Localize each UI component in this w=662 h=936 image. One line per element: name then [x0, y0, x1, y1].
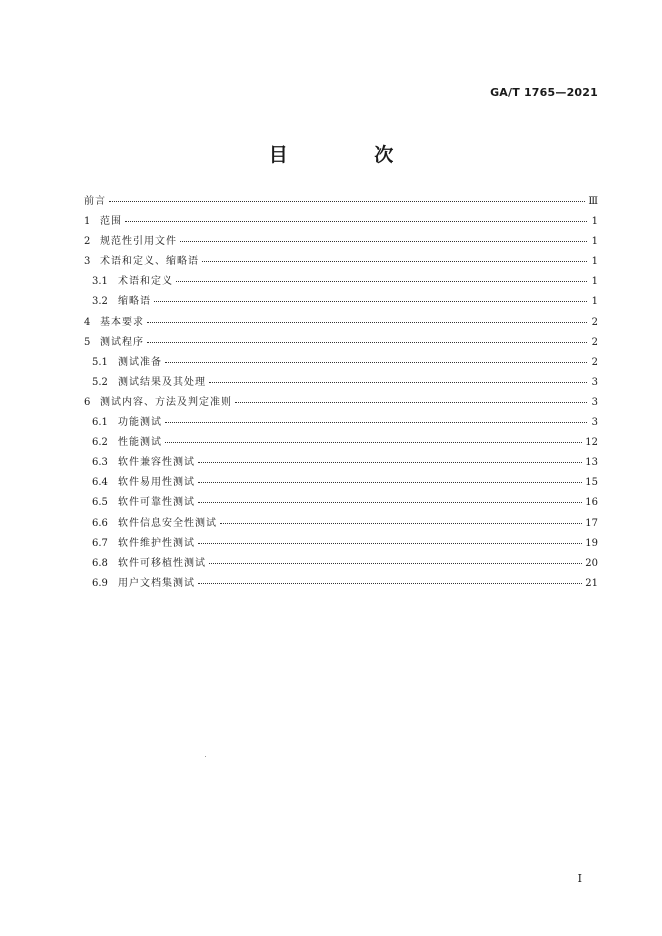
toc-entry-number: 5.1	[92, 356, 108, 368]
toc-entry-page: 1	[591, 216, 598, 228]
toc-entry[interactable]	[84, 377, 598, 397]
toc-dot-leader	[180, 241, 587, 242]
toc-dot-leader	[198, 482, 582, 483]
toc-entry[interactable]	[84, 317, 598, 337]
toc-dot-leader	[165, 362, 587, 363]
toc-entry[interactable]	[84, 196, 598, 216]
toc-entry-page: 16	[585, 497, 598, 509]
toc-dot-leader	[154, 301, 587, 302]
toc-dot-leader	[198, 462, 582, 463]
toc-entry-label: 术语和定义、缩略语	[100, 256, 199, 268]
toc-entry-page: 13	[585, 457, 598, 469]
page-number: I	[577, 872, 582, 885]
toc-entry-page: 1	[591, 276, 598, 288]
toc-entry-page: 3	[591, 417, 598, 429]
toc-dot-leader	[165, 442, 582, 443]
toc-entry-number: 6.5	[92, 497, 108, 509]
toc-entry[interactable]	[84, 276, 598, 296]
toc-entry-label: 前言	[84, 196, 106, 207]
toc-dot-leader	[198, 583, 582, 584]
toc-entry-page: 1	[591, 236, 598, 248]
toc-entry-label: 缩略语	[118, 296, 151, 308]
toc-entry[interactable]	[84, 437, 598, 457]
toc-dot-leader	[202, 261, 587, 262]
toc-entry-number: 4	[84, 316, 91, 328]
toc-entry-label: 软件兼容性测试	[118, 457, 195, 469]
toc-dot-leader	[125, 221, 587, 222]
toc-dot-leader	[220, 523, 582, 524]
toc-entry-label: 性能测试	[118, 437, 162, 449]
toc-entry-label: 基本要求	[100, 316, 144, 328]
toc-entry[interactable]	[84, 578, 598, 598]
toc-entry-number: 1	[84, 216, 91, 228]
table-of-contents	[84, 196, 598, 598]
toc-entry[interactable]	[84, 457, 598, 477]
toc-dot-leader	[209, 382, 587, 383]
toc-entry-label: 软件维护性测试	[118, 537, 195, 549]
toc-entry-label: 测试内容、方法及判定准则	[100, 396, 232, 408]
toc-entry-page: 15	[585, 477, 598, 489]
toc-entry[interactable]	[84, 256, 598, 276]
toc-entry-page: 1	[591, 296, 598, 308]
toc-entry-label: 软件可移植性测试	[118, 557, 206, 569]
toc-dot-leader	[198, 543, 582, 544]
toc-entry[interactable]	[84, 397, 598, 417]
toc-entry-number: 5	[84, 336, 91, 348]
toc-entry-number: 2	[84, 236, 91, 248]
toc-dot-leader	[165, 422, 587, 423]
toc-entry-page: 3	[591, 376, 598, 388]
toc-entry-label: 用户文档集测试	[118, 577, 195, 589]
toc-entry[interactable]	[84, 337, 598, 357]
scan-speck	[205, 756, 206, 757]
toc-entry[interactable]	[84, 357, 598, 377]
toc-entry-label: 软件可靠性测试	[118, 497, 195, 509]
toc-entry-number: 3.1	[92, 276, 108, 288]
toc-entry-number: 3	[84, 256, 91, 268]
toc-entry-number: 6.8	[92, 557, 108, 569]
toc-entry-label: 软件信息安全性测试	[118, 517, 217, 529]
toc-entry[interactable]	[84, 497, 598, 517]
toc-entry-label: 功能测试	[118, 417, 162, 429]
toc-entry-label: 术语和定义	[118, 276, 173, 288]
toc-dot-leader	[147, 322, 587, 323]
toc-entry-number: 6.7	[92, 537, 108, 549]
toc-entry-number: 6.2	[92, 437, 108, 449]
toc-entry[interactable]	[84, 417, 598, 437]
toc-entry-number: 6.3	[92, 457, 108, 469]
toc-entry-page: 20	[585, 557, 598, 569]
toc-entry[interactable]	[84, 558, 598, 578]
toc-dot-leader	[198, 502, 582, 503]
toc-entry[interactable]	[84, 216, 598, 236]
toc-entry-page: 12	[585, 437, 598, 449]
toc-entry-page: 19	[585, 537, 598, 549]
toc-entry-number: 6.4	[92, 477, 108, 489]
toc-entry-page: 21	[585, 577, 598, 589]
toc-entry-page: Ⅲ	[588, 196, 598, 207]
toc-entry-number: 6.1	[92, 417, 108, 429]
toc-entry[interactable]	[84, 518, 598, 538]
toc-entry[interactable]	[84, 296, 598, 316]
standard-number: GA/T 1765—2021	[490, 86, 598, 99]
toc-entry-number: 5.2	[92, 376, 108, 388]
toc-entry-label: 范围	[100, 216, 122, 228]
toc-dot-leader	[176, 281, 587, 282]
toc-entry-number: 3.2	[92, 296, 108, 308]
toc-entry[interactable]	[84, 477, 598, 497]
page-title: 目 次	[268, 144, 434, 166]
toc-entry[interactable]	[84, 236, 598, 256]
toc-entry-page: 2	[591, 316, 598, 328]
toc-entry-label: 规范性引用文件	[100, 236, 177, 248]
toc-dot-leader	[109, 201, 585, 202]
toc-entry-page: 1	[591, 256, 598, 268]
toc-entry-page: 3	[591, 396, 598, 408]
toc-entry-label: 测试结果及其处理	[118, 376, 206, 388]
toc-entry-number: 6.6	[92, 517, 108, 529]
toc-entry-number: 6	[84, 396, 91, 408]
toc-dot-leader	[209, 563, 582, 564]
toc-dot-leader	[147, 342, 587, 343]
toc-entry-number: 6.9	[92, 577, 108, 589]
toc-entry-page: 17	[585, 517, 598, 529]
toc-entry-label: 测试准备	[118, 356, 162, 368]
toc-entry-label: 测试程序	[100, 336, 144, 348]
toc-entry-label: 软件易用性测试	[118, 477, 195, 489]
toc-dot-leader	[235, 402, 587, 403]
toc-entry-page: 2	[591, 356, 598, 368]
toc-entry-page: 2	[591, 336, 598, 348]
toc-entry[interactable]	[84, 538, 598, 558]
